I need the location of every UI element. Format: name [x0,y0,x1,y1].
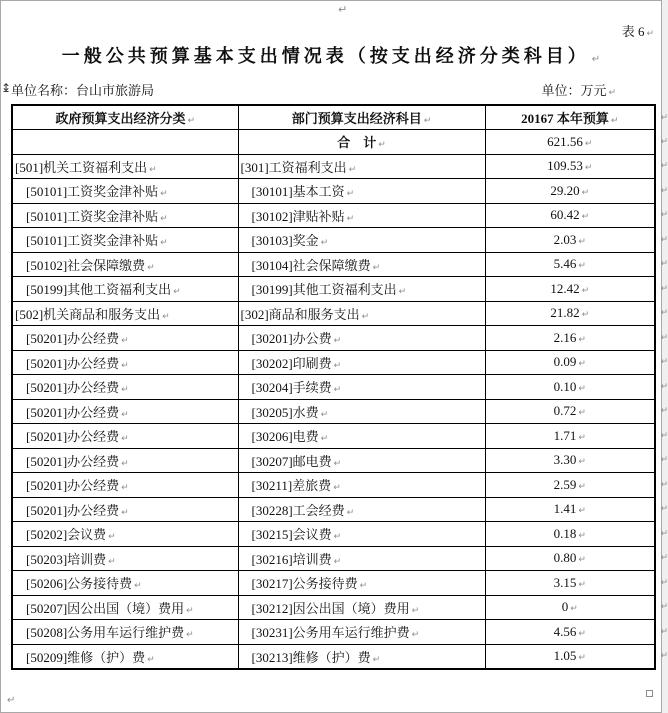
cell-gov-class: [50201]办公经费 ↵ [12,399,238,424]
paragraph-mark-icon: ↵ [134,581,142,592]
cell-gov-class: [50201]办公经费 ↵ [12,375,238,400]
row-end-mark-icon: ↵ [660,528,668,539]
cell-gov-class: [50202]会议费 ↵ [12,522,238,547]
table-row [12,375,655,400]
paragraph-mark-icon: ↵ [333,385,342,396]
cell-amount: 2.16 ↵ ↵ [485,326,655,351]
table-resize-handle[interactable] [646,690,653,697]
cell-amount: 0.09 ↵ ↵ [485,350,655,375]
paragraph-mark-icon: ↵ [149,164,157,175]
cell-dept-subject: [302]商品和服务支出 ↵ [238,301,485,326]
paragraph-mark-icon: ↵ [7,695,16,706]
paragraph-mark-icon: ↵ [372,654,381,665]
paragraph-mark-icon: ↵ [187,116,196,126]
cell-amount: 60.42 ↵ ↵ [485,203,655,228]
paragraph-mark-icon: ↵ [320,434,329,445]
cell-gov-class: [50101]工资奖金津补贴 ↵ [12,203,238,228]
paragraph-mark-icon: ↵ [186,630,194,641]
cell-dept-subject: [30103]奖金 ↵ [238,228,485,253]
cell-gov-class: [502]机关商品和服务支出 ↵ [12,301,238,326]
table-row [12,497,655,522]
table-row [12,399,655,424]
header-budget-amount: 20167 本年预算 ↵ ↵ [485,105,655,130]
paragraph-mark-icon: ↵ [581,285,590,296]
cell-dept-subject: [30207]邮电费 ↵ [238,448,485,473]
cell-gov-class: [50102]社会保障缴费 ↵ [12,252,238,277]
table-row [12,154,655,179]
table-row [12,620,655,645]
paragraph-mark-icon: ↵ [359,581,368,592]
paragraph-mark-icon: ↵ [333,532,342,543]
table-row [12,522,655,547]
cell-gov-class: [50207]因公出国（境）费用 ↵ [12,595,238,620]
row-end-mark-icon: ↵ [660,626,668,637]
row-end-mark-icon: ↵ [660,136,668,147]
paragraph-mark-icon: ↵ [610,116,619,126]
page-title: 一般公共预算基本支出情况表（按支出经济分类科目） ↵ [61,46,601,66]
cell-gov-class: [50208]公务用车运行维护费 ↵ [12,620,238,645]
cell-dept-subject: [30101]基本工资 ↵ [238,179,485,204]
paragraph-mark-icon: ↵ [570,604,578,615]
row-end-mark-icon: ↵ [660,553,668,564]
paragraph-mark-icon: ↵ [591,54,601,65]
table-row [12,571,655,596]
cell-dept-subject: [30204]手续费 ↵ [238,375,485,400]
row-end-mark-icon: ↵ [660,602,668,613]
cell-amount: 1.05 ↵ ↵ [485,644,655,669]
row-end-mark-icon: ↵ [660,651,668,661]
paragraph-mark-icon: ↵ [578,261,586,272]
paragraph-mark-icon: ↵ [398,287,407,298]
cell-dept-subject: [30199]其他工资福利支出 ↵ [238,277,485,302]
cell-dept-subject: [30213]维修（护）费 ↵ [238,644,485,669]
cell-dept-subject: 合 计 ↵ [238,130,485,155]
row-end-mark-icon: ↵ [660,210,668,221]
cell-amount: 2.03 ↵ ↵ [485,228,655,253]
paragraph-mark-icon: ↵ [147,654,155,665]
table-row [12,277,655,302]
row-end-mark-icon: ↵ [660,455,668,466]
table-row [12,350,655,375]
cell-amount: 0.80 ↵ ↵ [485,546,655,571]
cell-gov-class: [50206]公务接待费 ↵ [12,571,238,596]
cell-gov-class: [50201]办公经费 ↵ [12,424,238,449]
cell-dept-subject: [301]工资福利支出 ↵ [238,154,485,179]
cell-dept-subject: [30231]公务用车运行维护费 ↵ [238,620,485,645]
row-end-mark-icon: ↵ [660,234,668,245]
cell-amount: 21.82 ↵ ↵ [485,301,655,326]
cell-gov-class: [50101]工资奖金津补贴 ↵ [12,179,238,204]
row-end-mark-icon: ↵ [660,259,668,270]
row-end-mark-icon: ↵ [660,381,668,392]
paragraph-mark-icon: ↵ [584,163,593,174]
cell-dept-subject: [30216]培训费 ↵ [238,546,485,571]
paragraph-mark-icon: ↵ [121,385,129,396]
paragraph-mark-icon: ↵ [608,88,616,98]
cell-gov-class: [50101]工资奖金津补贴 ↵ [12,228,238,253]
cell-dept-subject: [30217]公务接待费 ↵ [238,571,485,596]
cell-gov-class [12,130,238,155]
paragraph-mark-icon: ↵ [333,483,341,494]
paragraph-mark-icon: ↵ [346,213,355,224]
cell-gov-class: [50199]其他工资福利支出 ↵ [12,277,238,302]
paragraph-mark-icon: ↵ [108,556,116,567]
cell-gov-class: [50201]办公经费 ↵ [12,497,238,522]
paragraph-mark-icon: ↵ [578,555,586,566]
cell-gov-class: [501]机关工资福利支出 ↵ [12,154,238,179]
cell-dept-subject: [30201]办公费 ↵ [238,326,485,351]
table-row [12,546,655,571]
paragraph-mark-icon: ↵ [160,213,168,224]
cell-amount: 12.42 ↵ ↵ [485,277,655,302]
paragraph-mark-icon: ↵ [578,653,586,663]
paragraph-mark-icon: ↵ [348,164,357,175]
paragraph-mark-icon: ↵ [121,409,129,420]
cell-amount: 2.59 ↵ ↵ [485,473,655,498]
row-end-mark-icon: ↵ [660,308,668,319]
paragraph-mark-icon: ↵ [333,360,342,371]
paragraph-mark-icon: ↵ [346,189,355,200]
paragraph-mark-icon: ↵ [121,434,129,445]
paragraph-mark-icon: ↵ [160,238,168,249]
cell-amount: 3.30 ↵ ↵ [485,448,655,473]
cell-gov-class: [50209]维修（护）费 ↵ [12,644,238,669]
paragraph-mark-icon: ↵ [333,556,342,567]
cell-amount: 4.56 ↵ ↵ [485,620,655,645]
paragraph-mark-icon: ↵ [121,336,129,347]
cell-amount: 5.46 ↵ ↵ [485,252,655,277]
cell-dept-subject: [30206]电费 ↵ [238,424,485,449]
table-header-row [12,105,655,130]
table-row [12,326,655,351]
cell-gov-class: [50203]培训费 ↵ [12,546,238,571]
table-row [12,203,655,228]
table-row [12,130,655,155]
table-anchor-icon[interactable]: ↨ [1,81,12,95]
paragraph-mark-icon: ↵ [361,311,370,322]
cell-dept-subject: [30102]津贴补贴 ↵ [238,203,485,228]
cell-dept-subject: [30212]因公出国（境）费用 ↵ [238,595,485,620]
row-end-mark-icon: ↵ [660,430,668,441]
cell-amount: 0.72 ↵ ↵ [485,399,655,424]
cell-dept-subject: [30202]印刷费 ↵ [238,350,485,375]
cell-amount: 29.20 ↵ ↵ [485,179,655,204]
cell-dept-subject: [30211]差旅费 ↵ [238,473,485,498]
cell-amount: 0.18 ↵ ↵ [485,522,655,547]
row-end-mark-icon: ↵ [660,406,668,417]
table-row [12,473,655,498]
row-end-mark-icon: ↵ [660,504,668,515]
row-end-mark-icon: ↵ [660,479,668,490]
paragraph-mark-icon: ↵ [581,310,590,321]
paragraph-mark-icon: ↵ [578,481,586,492]
paragraph-mark-icon: ↵ [162,311,170,322]
budget-table [11,104,668,670]
cell-amount: 0 ↵ ↵ [485,595,655,620]
paragraph-mark-icon: ↵ [121,458,129,469]
row-end-mark-icon: ↵ [660,577,668,588]
table-row [12,252,655,277]
cell-gov-class: [50201]办公经费 ↵ [12,326,238,351]
cell-gov-class: [50201]办公经费 ↵ [12,350,238,375]
table-row [12,424,655,449]
paragraph-mark-icon: ↵ [646,29,654,39]
paragraph-mark-icon: ↵ [578,408,586,419]
paragraph-mark-icon: ↵ [423,116,432,126]
cell-amount: 1.41 ↵ ↵ [485,497,655,522]
row-end-mark-icon: ↵ [660,185,668,196]
paragraph-mark-icon: ↵ [320,238,329,249]
header-dept-subject: 部门预算支出经济科目 ↵ [238,105,485,130]
paragraph-mark-icon: ↵ [147,262,155,273]
paragraph-mark-icon: ↵ [581,212,590,223]
table-row [12,228,655,253]
paragraph-mark-icon: ↵ [578,628,586,639]
paragraph-mark-icon: ↵ [121,507,129,518]
paragraph-mark-icon: ↵ [411,605,420,616]
paragraph-mark-icon: ↵ [578,457,586,468]
paragraph-mark-icon: ↵ [578,334,586,345]
paragraph-mark-icon: ↵ [372,262,381,273]
row-end-mark-icon: ↵ [660,332,668,343]
paragraph-mark-icon: ↵ [121,483,129,494]
cell-amount: 3.15 ↵ ↵ [485,571,655,596]
paragraph-mark-icon: ↵ [578,359,586,370]
table-row [12,179,655,204]
cell-dept-subject: [30104]社会保障缴费 ↵ [238,252,485,277]
table-row [12,644,655,669]
row-end-mark-icon: ↵ [660,283,668,294]
cell-amount: 1.71 ↵ ↵ [485,424,655,449]
paragraph-mark-icon: ↵ [411,630,420,641]
paragraph-mark-icon: ↵ [333,336,342,347]
table-row [12,301,655,326]
cell-gov-class: [50201]办公经费 ↵ [12,448,238,473]
paragraph-mark-icon: ↵ [581,187,590,198]
unit-name-text: 单位名称：台山市旅游局 [11,83,155,98]
paragraph-mark-icon: ↵ [578,579,586,590]
cell-gov-class: [50201]办公经费 ↵ [12,473,238,498]
row-end-mark-icon: ↵ [660,357,668,368]
paragraph-mark-icon: ↵ [320,409,329,420]
row-end-mark-icon: ↵ [660,112,668,123]
cell-amount: 109.53 ↵ ↵ [485,154,655,179]
table-number-label: 表 6 ↵ [621,24,654,39]
paragraph-mark-icon: ↵ [121,360,129,371]
paragraph-mark-icon: ↵ [378,140,386,151]
cell-dept-subject: [30215]会议费 ↵ [238,522,485,547]
paragraph-mark-icon: ↵ [578,236,586,247]
paragraph-mark-icon: ↵ [160,189,168,200]
unit-of-measure-text: 单位：万元 ↵ [541,83,616,98]
paragraph-mark-icon: ↵ [578,383,586,394]
paragraph-mark-icon: ↵ [338,3,348,16]
paragraph-mark-icon: ↵ [108,532,116,543]
header-gov-class: 政府预算支出经济分类 ↵ [12,105,238,130]
cell-amount: 0.10 ↵ ↵ [485,375,655,400]
paragraph-mark-icon: ↵ [584,138,593,149]
paragraph-mark-icon: ↵ [578,506,586,517]
table-row [12,595,655,620]
cell-amount: 621.56 ↵ ↵ [485,130,655,155]
paragraph-mark-icon: ↵ [578,530,586,541]
paragraph-mark-icon: ↵ [333,458,342,469]
paragraph-mark-icon: ↵ [578,432,586,443]
paragraph-mark-icon: ↵ [346,507,355,518]
paragraph-mark-icon: ↵ [173,287,181,298]
table-row [12,448,655,473]
cell-dept-subject: [30228]工会经费 ↵ [238,497,485,522]
paragraph-mark-icon: ↵ [186,605,194,616]
row-end-mark-icon: ↵ [660,161,668,172]
cell-dept-subject: [30205]水费 ↵ [238,399,485,424]
